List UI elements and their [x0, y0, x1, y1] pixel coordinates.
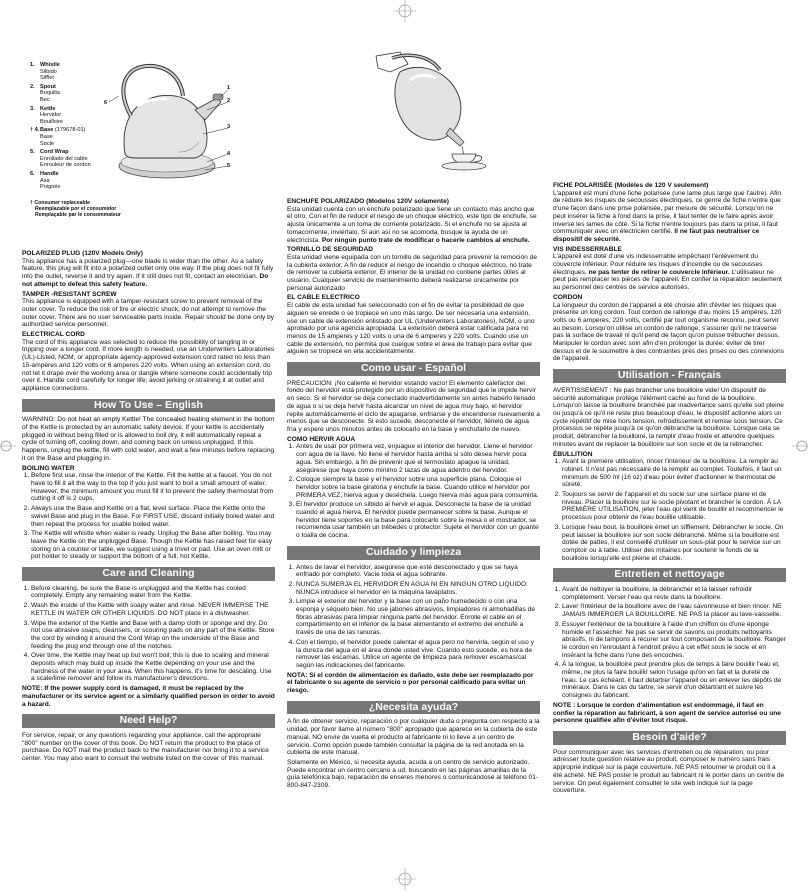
list-item: 4. Over time, the Kettle may heat up but won't boil; this is due to scaling and mineral deposits which may build up inside the Kettle depending on your use and the hardness of the water in your area. When this happens, it's time for descaling. Use a scale/lime remover and follow its manufacturer's directions. [31, 652, 275, 683]
part-name-en: Spout [40, 83, 56, 90]
boiling-steps [22, 472, 275, 561]
part-name-fr: Bouilloire [40, 118, 64, 125]
nota: NOTA: Si el cordón de alimentación es dañado, este debe ser reemplazado por el fabricante o su agente de servicio o por personal calificado para evitar un riesgo. [287, 671, 534, 695]
part-name-en: Kettle [40, 105, 56, 112]
part-name-es: Hervidor [40, 112, 62, 119]
fiche-warning: Il ne faut pas neutraliser ce dispositif de sécurité. [553, 228, 760, 243]
list-item: 2. NUNCA SUMERJA EL HERVIDOR EN AGUA NI EN NINGUN OTRO LIQUIDO. NUNCA introduce el hervidor en la máquina lavaplatos. [296, 581, 540, 596]
ayuda-body: A fin de obtener servicio, reparación o por cualquier duda o pregunta con respecto a la unidad, por favor llame al número "800" apropiado que aparece en la cubierta de este manual. NO envíe de vuelta el producto al fabricante ni lo lleve a un centro de servicio. Como opción puede también consultar la página de la red anotada en la cubierta de este manual. [287, 718, 540, 757]
part-name-fr: Enrouleur de cordon [40, 162, 91, 169]
registration-mark-top [394, 0, 416, 22]
replaceable-en: † Consumer replaceable [30, 200, 90, 206]
part-name-es: Silbido [40, 68, 57, 75]
column-spanish [287, 196, 540, 792]
tornillo-body: Esta unidad viene equipada con un tornillo de seguridad para prevenir la remoción de la cubierta exterior. A fin de reducir el riesgo de incendio o choque eléctrico, no trate de remover la cubierta exterior. El interior de la unidad no contiene partes útiles al usuario. Cualquier servicio de mantenimiento deberá realizarse únicamente por personal autorizado [287, 253, 537, 292]
replaceable-fr: Remplaçable par le consommateur [35, 212, 121, 219]
section-heading-entretien: Entretien et nettoyage [553, 568, 786, 582]
tamper-body: This appliance is equipped with a tamper-resistant screw to prevent removal of the outer cover. To reduce the risk of fire or electric shock, do not attempt to remove the outer cover. There are no user serviceable parts inside. Repair should be done only by authorized service personnel. [22, 298, 275, 329]
part-name-en: Handle [40, 170, 59, 177]
vis-title: VIS INDESSERRABLE [553, 245, 622, 253]
section-heading-care: Care and Cleaning [22, 567, 275, 581]
fiche-body: L'appareil est muni d'une fiche polarisée (une lame plus large que l'autre). Afin de réduire les risques de secousses électriques, ce genre de fiche n'entre que d'une façon dans une prise polarisée, par mesure de sécurité. Lorsqu'on ne peut insérer la fiche à fond dans la prise, il faut tenter de le faire après avoir inversé les lames de côté. Si la fiche n'entre toujours pas dans la prise, il faut communiquer avec un électricien certifié. [553, 189, 782, 236]
part-number: 1. [30, 62, 35, 68]
part-name-es: Enrollado del cable [40, 155, 88, 162]
list-item: 4. À la longue, la bouilloire peut prendre plus de temps à faire bouillir l'eau et, même, ne plus la faire bouillir selon l'usage qu'on en fait et la dureté de l'eau. Le cas échéant, il faut détartrer l'appareil ou en enlever les dépôts de minéraux. Dans le cas du tartre, se servir d'un détartrant et suivre les consignes du fabricant. [562, 661, 786, 700]
fiche-title: FICHE POLARISÉE (Modèles de 120 V seulement) [553, 182, 709, 189]
callout-3: 3 [227, 124, 231, 130]
list-item: 2. Laver l'intérieur de la bouilloire avec de l'eau savonneuse et bien rincer. NE JAMAIS IMMERGER LA BOUILLOIRE. NE PAS la placer au lave-vaisselle. [562, 603, 786, 618]
cordon-title: CORDON [553, 293, 583, 301]
part-name-fr: Socle [40, 140, 54, 147]
callout-4: 4 [227, 151, 231, 157]
callout-2: 2 [227, 98, 231, 104]
cordon-body: La longueur du cordon de l'appareil a été choisie afin d'éviter les risques que présente un long cordon. Tout cordon de rallonge d'au moins 15 ampères, 120 volts ou 6 ampères, 220 volts, certifié par tout organisme reconnu, peut servir au besoin. Lorsqu'on utilise un cordon de rallonge, s'assurer qu'il ne traverse pas la surface de travail ni qu'il pend de façon qu'on puisse trébucher dessus. Manipuler le cordon avec soin afin d'en prolonger la durée; éviter de tirer dessus et de le soumettre à des contraintes près des prises ou des connexions de l'appareil. [553, 301, 784, 363]
list-item: 1. Avant la première utilisation, rincer l'intérieur de la bouilloire. La remplir au robinet. Il n'est pas nécessaire de la remplir au complet. Toutefois, il faut un minimum de 500 ml (16 oz) d'eau pour éviter d'actionner le thermostat de sûreté. [562, 458, 786, 489]
care-steps [22, 585, 275, 683]
part-name-es: Boquilla [40, 90, 60, 97]
enchufe-body: Esta unidad cuenta con un enchufe polarizado que tiene un contacto más ancho que el otro. Con el fin de reducir el riesgo de un choque eléctrico, este tipo de enchufe, se ajusta únicamente a un toma de corriente polarizado. Si el enchufe no se ajusta al tomacorriente, inviértalo. Si aún así no se acomoda, busque la ayuda de un electricista. [287, 205, 537, 244]
cord-title: ELECTRICAL CORD [22, 331, 85, 339]
list-item: 3. El hervidor produce un silbido al hervir el agua. Desconecte la base de la unidad cuando el agua hierva. El hervidor puede permanecer sobre la base. Aunque el hervidor tiene soportes en la base para colocarlo sobre la mesa o el mostrador, se recomienda usar también un trébedes o protector. Sujete el hervidor con un guante o toalla de cocina. [296, 501, 540, 540]
part-name-fr: Bec [40, 96, 50, 103]
precaucion: PRECAUCION: ¡No caliente el hervidor estando vacío! El elemento calefactor del fondo del hervidor está protegido por un dispositivo de seguridad que le impide hervir en seco. Si el hervidor se deja conectado inadvertidamente sin antes haberlo llenado de agua o si se deja hervir hasta alcanzar un nivel de agua muy bajo, el hervidor repite automáticamente el ciclo de apagarse, enfriarse y de encenderse nuevamente a menos que se desconecte. Si esto sucede, desconecte el hervidor, llénelo de agua fría y espere unos minutos antes de colocarlo en la base y enchufarlo de nuevo. [287, 379, 540, 433]
cord-body: The cord of this appliance was selected to reduce the possibility of tangling in or tripping over a longer cord. If more length is needed, use an Underwriters Laboratories (UL)-Listed, NOM, or appropriate agency-approved extension cord rated no less than 15-amperes and 120 volts or 6 amperes 220 volts. When using an extension cord, do not let it drape over the working area or dangle where someone could accidentally trip over it. Handle cord carefully for longer life; avoid jerking or straining it at outlet and appliance connections. [22, 338, 275, 392]
hervir-steps [287, 443, 540, 539]
registration-mark-bottom [394, 868, 416, 890]
callout-1: 1 [227, 85, 231, 91]
polarized-title: POLARIZED PLUG (120V Models Only) [22, 250, 143, 257]
part-name-en: Cord Wrap [40, 149, 69, 156]
part-number: 2. [30, 83, 35, 90]
list-item: 2. Toujours se servir de l'appareil et du socle sur une surface plane et de niveau. Placer la bouilloire sur le socle pivotant et brancher le cordon. À LA PREMIÈRE UTILISATION, jeter l'eau qui vient de bouillir et recommencer le processus pour obtenir de l'eau bouillie utilisable. [562, 491, 786, 522]
part-name-es: Asa [40, 177, 50, 184]
pouring-illustration [370, 50, 515, 175]
list-item: 3. Essuyer l'extérieur de la bouilloire à l'aide d'un chiffon ou d'une éponge humide et l'assécher. Ne pas se servir de savons ou produits nettoyants abrasifs, ni de tampons à récurer sur tout composant de la bouilloire. Ranger le cordon en l'enroulant à l'endroit prévu à cet effet sous le socle et en insérant la fiche dans l'une des encoches. [562, 621, 786, 660]
help-body: For service, repair, or any questions regarding your appliance, call the appropriate "800" number on the cover of this book. Do NOT return the product to the place of purchase. Do NOT mail the product back to the manufacturer nor bring it to a service center. You may also want to consult the website listed on the cover of this manual. [22, 731, 269, 763]
list-item: 2. Wash the inside of the Kettle with soapy water and rinse. NEVER IMMERSE THE KETTLE IN WATER OR OTHER LIQUIDS. DO NOT place in a dishwasher. [31, 602, 275, 617]
cuidado-steps [287, 564, 540, 670]
column-english [22, 248, 275, 765]
saucer [442, 162, 486, 170]
note-fr: NOTE : Lorsque le cordon d'alimentation est endommagé, il faut en confier la réparation au fabricant, à son agent de service autorisé ou une personne qualifiée afin d'éviter tout risque. [553, 701, 781, 725]
list-item: 1. Antes de usar por primera vez, enjuague el interior del hervidor. Llene el hervidor con agua de la llave. No llene el hervidor hasta arriba si sólo desea hervir poca agua. Sin embargo, a fin de prevenir que el termostato apague la unidad, asegúrese que haya como mínimo 2 tazas de agua adentro del hervidor. [296, 443, 540, 474]
list-item: 1. Antes de lavar el hervidor, asegúrese que esté desconectado y que se haya enfriado por completo. Vacíe toda el agua sobrante. [296, 564, 540, 579]
section-heading-need-help: Need Help? [22, 714, 275, 728]
section-heading-ayuda: ¿Necesita ayuda? [287, 701, 540, 715]
polarized-body: This appliance has a polarized plug—one blade is wider than the other. As a safety feature, this plug will fit into a polarized outlet only one way. If the plug does not fit fully into the outlet, reverse it and try again. If it still does not fit, contact an electrician. [22, 257, 274, 281]
column-french [553, 180, 786, 797]
part-name-fr: Poignée [40, 184, 61, 191]
part-name-en: Whistle [40, 62, 60, 68]
avertissement: AVERTISSEMENT : Ne pas brancher une bouilloire vide! Un dispositif de sécurité automatique protège l'élément caché au fond de la bouilloire. Lorsqu'on laisse la bouilloire branchée par inadvertance sans qu'elle soit pleine ou jusqu'à ce qu'il ne reste plus beaucoup d'eau, le dispositif actionne alors un cycle répétitif de mise hors tension, refroidissement et remise sous tension. Ce processus se répète jusqu'à ce qu'on débranche la bouilloire. Lorsque cela se produit, débrancher la bouilloire, la remplir d'eau froide et attendre quelques minutes avant de replacer la bouilloire sur son socle et de la rebrancher. [553, 386, 784, 448]
registration-mark-right [792, 437, 808, 455]
callout-5: 5 [227, 163, 231, 169]
part-name-es: Base [40, 133, 53, 140]
ebullition-steps [553, 458, 786, 562]
list-item: 1. Avant de nettoyer la bouilloire, la débrancher et la laisser refroidir complètement. Verser l'eau qui reste dans la bouilloire. [562, 586, 786, 601]
part-number: 6. [30, 170, 35, 177]
list-item: 3. Limpie el exterior del hervidor y la base con un paño humedecido o con una esponja y séquelo bien. No use jabones abrasivos, limpiadores ni almohadillas de fibras abrasivas para limpiar ninguna parte del hervidor. Enrolle el cable en el compartimiento en el inferior de la base alimentando el extremo del enchufe a través de una de las ranuras. [296, 598, 540, 637]
list-item: 3. Wipe the exterior of the Kettle and Base with a damp cloth or sponge and dry. Do not use abrasive soaps, cleansers, or scouring pads on any part of the Kettle. Store the cord by winding it around the Cord Wrap on the underside of the Base and feeding the plug end through one of the notches. [31, 620, 275, 651]
care-note: NOTE: If the power supply cord is damaged, it must be replaced by the manufacturer or its service agent or a similarly qualified person in order to avoid a hazard. [22, 685, 275, 708]
ebullition-title: ÉBULLITION [553, 450, 593, 458]
part-number: † 4. [30, 127, 40, 134]
cable-body: El cable de esta unidad fue seleccionado con el fin de evitar la posibilidad de que alguien se enrede o se tropiece en uno más largo. De ser necesaria una extensión, use un cable de extensión enlistado por UL (Underwriters Laboratories), NOM, o uno aprobado por una agencia apropiada. La extensión deberá estar calificada para no menos de 15 amperes y 120 volts o una de 6 amperes y 220 volts. Cuando use un cable de extensión, no permita que cuelgue sobre el área de trabajo para evitar que alguien se tropiece en ella accidentalmente. [287, 302, 535, 356]
list-item: 4. Con el tiempo, el hervidor puede calentar el agua pero no hervirla, según el uso y la dureza del agua en el área donde usted vive. Cuando esto sucede, es hora de remover las escamas. Utilice un agente de limpieza para remover escamas/cal según las indicaciones del fabricante. [296, 639, 540, 670]
replaceable-note [30, 200, 130, 219]
section-heading-cuidado: Cuidado y limpieza [287, 546, 540, 560]
part-code: (179678-01) [54, 127, 86, 134]
enchufe-title: ENCHUFE POLARIZADO (Modelos 120V solamente) [287, 198, 449, 205]
part-number: 5. [30, 149, 35, 156]
list-item: 1. Before cleaning, be sure the Base is unplugged and the Kettle has cooled completely. Empty any remaining water from the Kettle. [31, 585, 275, 600]
mexico-note: Solamente en México, si necesita ayuda, acuda a un centro de servicio autorizado. Puede encontrar un centro cercano a ud. buscando en las páginas amarillas de la guía telefónica bajo, reparación de enseres menores o comunicándose al teléfono 01-800-847-2309. [287, 759, 539, 790]
registration-mark-left [0, 437, 16, 455]
besoin-body: Pour communiquer avec les services d'entretien ou de réparation, ou pour adresser toute question relative au produit, composer le numéro sans frais approprié indiqué sur la page couverture. NE PAS retourner le produit où il a été acheté. NE PAS poster le produit au fabricant ni le porter dans un centre de service. On peut également consulter le site web indiqué sur la page couverture. [553, 748, 785, 795]
part-number: 3. [30, 105, 35, 112]
list-item: 2. Always use the Base and Kettle on a flat, level surface. Place the Kettle onto the swivel Base and plug in the Base. For FIRST USE, discard initially boiled water and then repeat the process for usable boiled water. [31, 505, 275, 528]
section-heading-utilisation: Utilisation - Français [553, 369, 786, 383]
howto-warning: WARNING: Do not heat an empty Kettle! The concealed heating element in the bottom of the Kettle is protected by an automatic safety device. If your kettle is accidentally plugged in without being filled or is allowed to boil dry, it will automatically repeat a cycle of turning off, cooling down, and coming back on unless unplugged. If this happens, unplug the kettle, fill with cold water, and wait a few minutes before replacing it on the Base and plugging in. [22, 416, 275, 462]
entretien-steps [553, 586, 786, 700]
polarized-warning: Do not attempt to defeat this safety feature. [22, 273, 269, 288]
vis-warning: ne pas tenter de retirer le couvercle inférieur. [588, 268, 730, 276]
section-heading-how-to-use: How To Use – English [22, 399, 275, 413]
section-heading-besoin: Besoin d'aide? [553, 731, 786, 745]
vis-body: L'appareil est doté d'une vis indesserrable empêchant l'enlèvement du couvercle inférieur. Pour réduire les risques d'incendie ou de secousses électriques, [553, 253, 763, 276]
cable-title: EL CABLE ELECTRICO [287, 294, 360, 302]
replaceable-es: Reemplazable por el consumidor [35, 206, 117, 213]
part-name-fr: Sifflet [40, 75, 54, 82]
callout-6: 6 [104, 100, 108, 106]
list-item: 1. Before first use, rinse the interior of the Kettle. Fill the kettle at a faucet. You do not have to fill it all the way to the top if you just want to boil a small amount of water. However, the minimum amount you must fill it to prevent the safety thermostat from cutting it off is 2 cups. [31, 472, 275, 503]
part-name-en: Base [40, 127, 54, 134]
list-item: 3. The Kettle will whistle when water is ready. Unplug the Base after boiling. You may leave the Kettle on the unplugged Base. Though the Kettle has raised feet for easy storing on a counter or table, we suggest using a trivet or pad. Use an oven mitt or pot holder to steady or support the bottom of a full, hot Kettle. [31, 530, 275, 561]
section-heading-como-usar: Como usar - Español [287, 362, 540, 376]
boiling-title: BOILING WATER [22, 464, 75, 472]
kettle-illustration [95, 58, 235, 193]
vis-body-2: L'utilisateur ne peut pas remplacer les pièces de l'appareil. En confier la réparation seulement au personnel des centres de service autorisés. [553, 268, 782, 292]
list-item: 3. Lorsque l'eau bout, la bouilloire émet un sifflement. Débrancher le socle. On peut laisser la bouilloire sur son socle débranché. Même si la bouilloire est dotée de pattes, il est conseillé d'utiliser un sous-plat pour le service sur un comptoir ou à table. Utiliser des mitaines por soutenir le fonds de la bouilloire lorsqu'elle est pleine et chaude. [562, 524, 786, 563]
list-item: 2. Coloque siempre la base y el hervidor sobre una superficie plana. Coloque el hervidor sobre la base giratoria y enchufe la base. Cuando utilice el hervidor por PRIMERA VEZ, hierva agua y deséchela. Luego hierva más agua para consumirla. [296, 476, 540, 499]
enchufe-warning: Por ningún punto trate de modificar o hacerle cambios al enchufe. [321, 236, 530, 244]
hervir-title: COMO HERVIR AGUA [287, 435, 356, 443]
tornillo-title: TORNILLO DE SEGURIDAD [287, 246, 373, 254]
tamper-title: TAMPER -RESISTANT SCREW [22, 290, 117, 298]
